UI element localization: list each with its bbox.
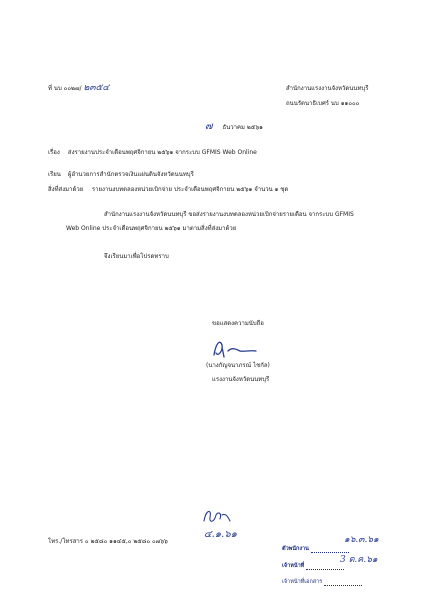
handwritten-initials <box>200 505 232 527</box>
handwritten-date-note: ๔.๑.๖๑ <box>204 529 237 540</box>
document-number-label: ที่ นบ ๐๐๒๗/ <box>48 85 82 92</box>
stamp-row-1 <box>282 545 349 553</box>
subject-line <box>48 149 257 157</box>
stamp-label-3: เจ้าหน้าที่เอกสาร <box>282 579 323 585</box>
signer-name: (นางกัญจนาภรณ์ ไชกัล) <box>206 362 270 369</box>
stamp-row-3 <box>282 578 362 586</box>
handwritten-signature <box>210 337 260 361</box>
enclosure-line <box>48 186 288 194</box>
office-address-line2: ถนนรัตนาธิเบศร์ นบ ๑๑๐๐๐ <box>286 100 360 107</box>
recipient-line <box>48 171 194 179</box>
body-line1: สำนักงานแรงงานจังหวัดนนทบุรี ขอส่งรายงานงบทดลองหน่วยเบิกจ่ายรายเดือน จากระบบ GFMIS <box>104 211 354 218</box>
date-day-handwritten: ๗ <box>205 121 213 132</box>
stamp-row-2 <box>282 562 344 570</box>
closing-phrase: ขอแสดงความนับถือ <box>212 320 264 327</box>
enclosure-text: รายงานงบทดลองหน่วยเบิกจ่าย ประจำเดือนพฤศจิกายน ๒๕๖๑ จำนวน ๑ ชุด <box>91 186 289 193</box>
stamp-dots-2 <box>306 563 344 570</box>
signer-position: แรงงานจังหวัดนนทบุรี <box>212 376 270 383</box>
receiving-stamp <box>282 535 402 593</box>
stamp-label-2: เจ้าหน้าที่ <box>282 563 305 569</box>
recipient-label: เรียน <box>48 171 61 178</box>
closing-request: จึงเรียนมาเพื่อโปรดทราบ <box>104 253 169 260</box>
document-number-handwritten: ๒๓๕๔ <box>83 83 110 93</box>
enclosure-label: สิ่งที่ส่งมาด้วย <box>48 186 84 193</box>
phone-fax-line: โทร./โทรสาร ๐ ๒๕๘๐ ๑๑๔๕,๐ ๒๕๘๐ ๐๗๖๖ <box>48 538 168 545</box>
subject-label: เรื่อง <box>48 149 60 156</box>
stamp-dots-3 <box>324 579 362 586</box>
stamp-value-1: ๑๖.๓.๖๑ <box>344 535 379 545</box>
recipient-text: ผู้อำนวยการสำนักตรวจเงินแผ่นดินจังหวัดนนทบุรี <box>67 171 194 178</box>
subject-text: ส่งรายงานประจำเดือนพฤศจิกายน ๒๕๖๑ จากระบบ GFMIS Web Online <box>67 149 257 156</box>
stamp-label-1: ตัวพนักงาน <box>282 546 309 552</box>
date-text: ธันวาคม ๒๕๖๑ <box>222 124 263 131</box>
body-line2: Web Online ประจำเดือนพฤศจิกายน ๒๕๖๑ มาตามสิ่งที่ส่งมาด้วย <box>66 225 237 232</box>
office-address-line1: สำนักงานแรงงานจังหวัดนนทบุรี <box>286 85 369 92</box>
stamp-dots-1 <box>311 546 349 553</box>
stamp-value-2: 3 ต.ค.๖๑ <box>340 555 378 565</box>
document-date <box>205 123 263 132</box>
document-number <box>48 84 109 93</box>
